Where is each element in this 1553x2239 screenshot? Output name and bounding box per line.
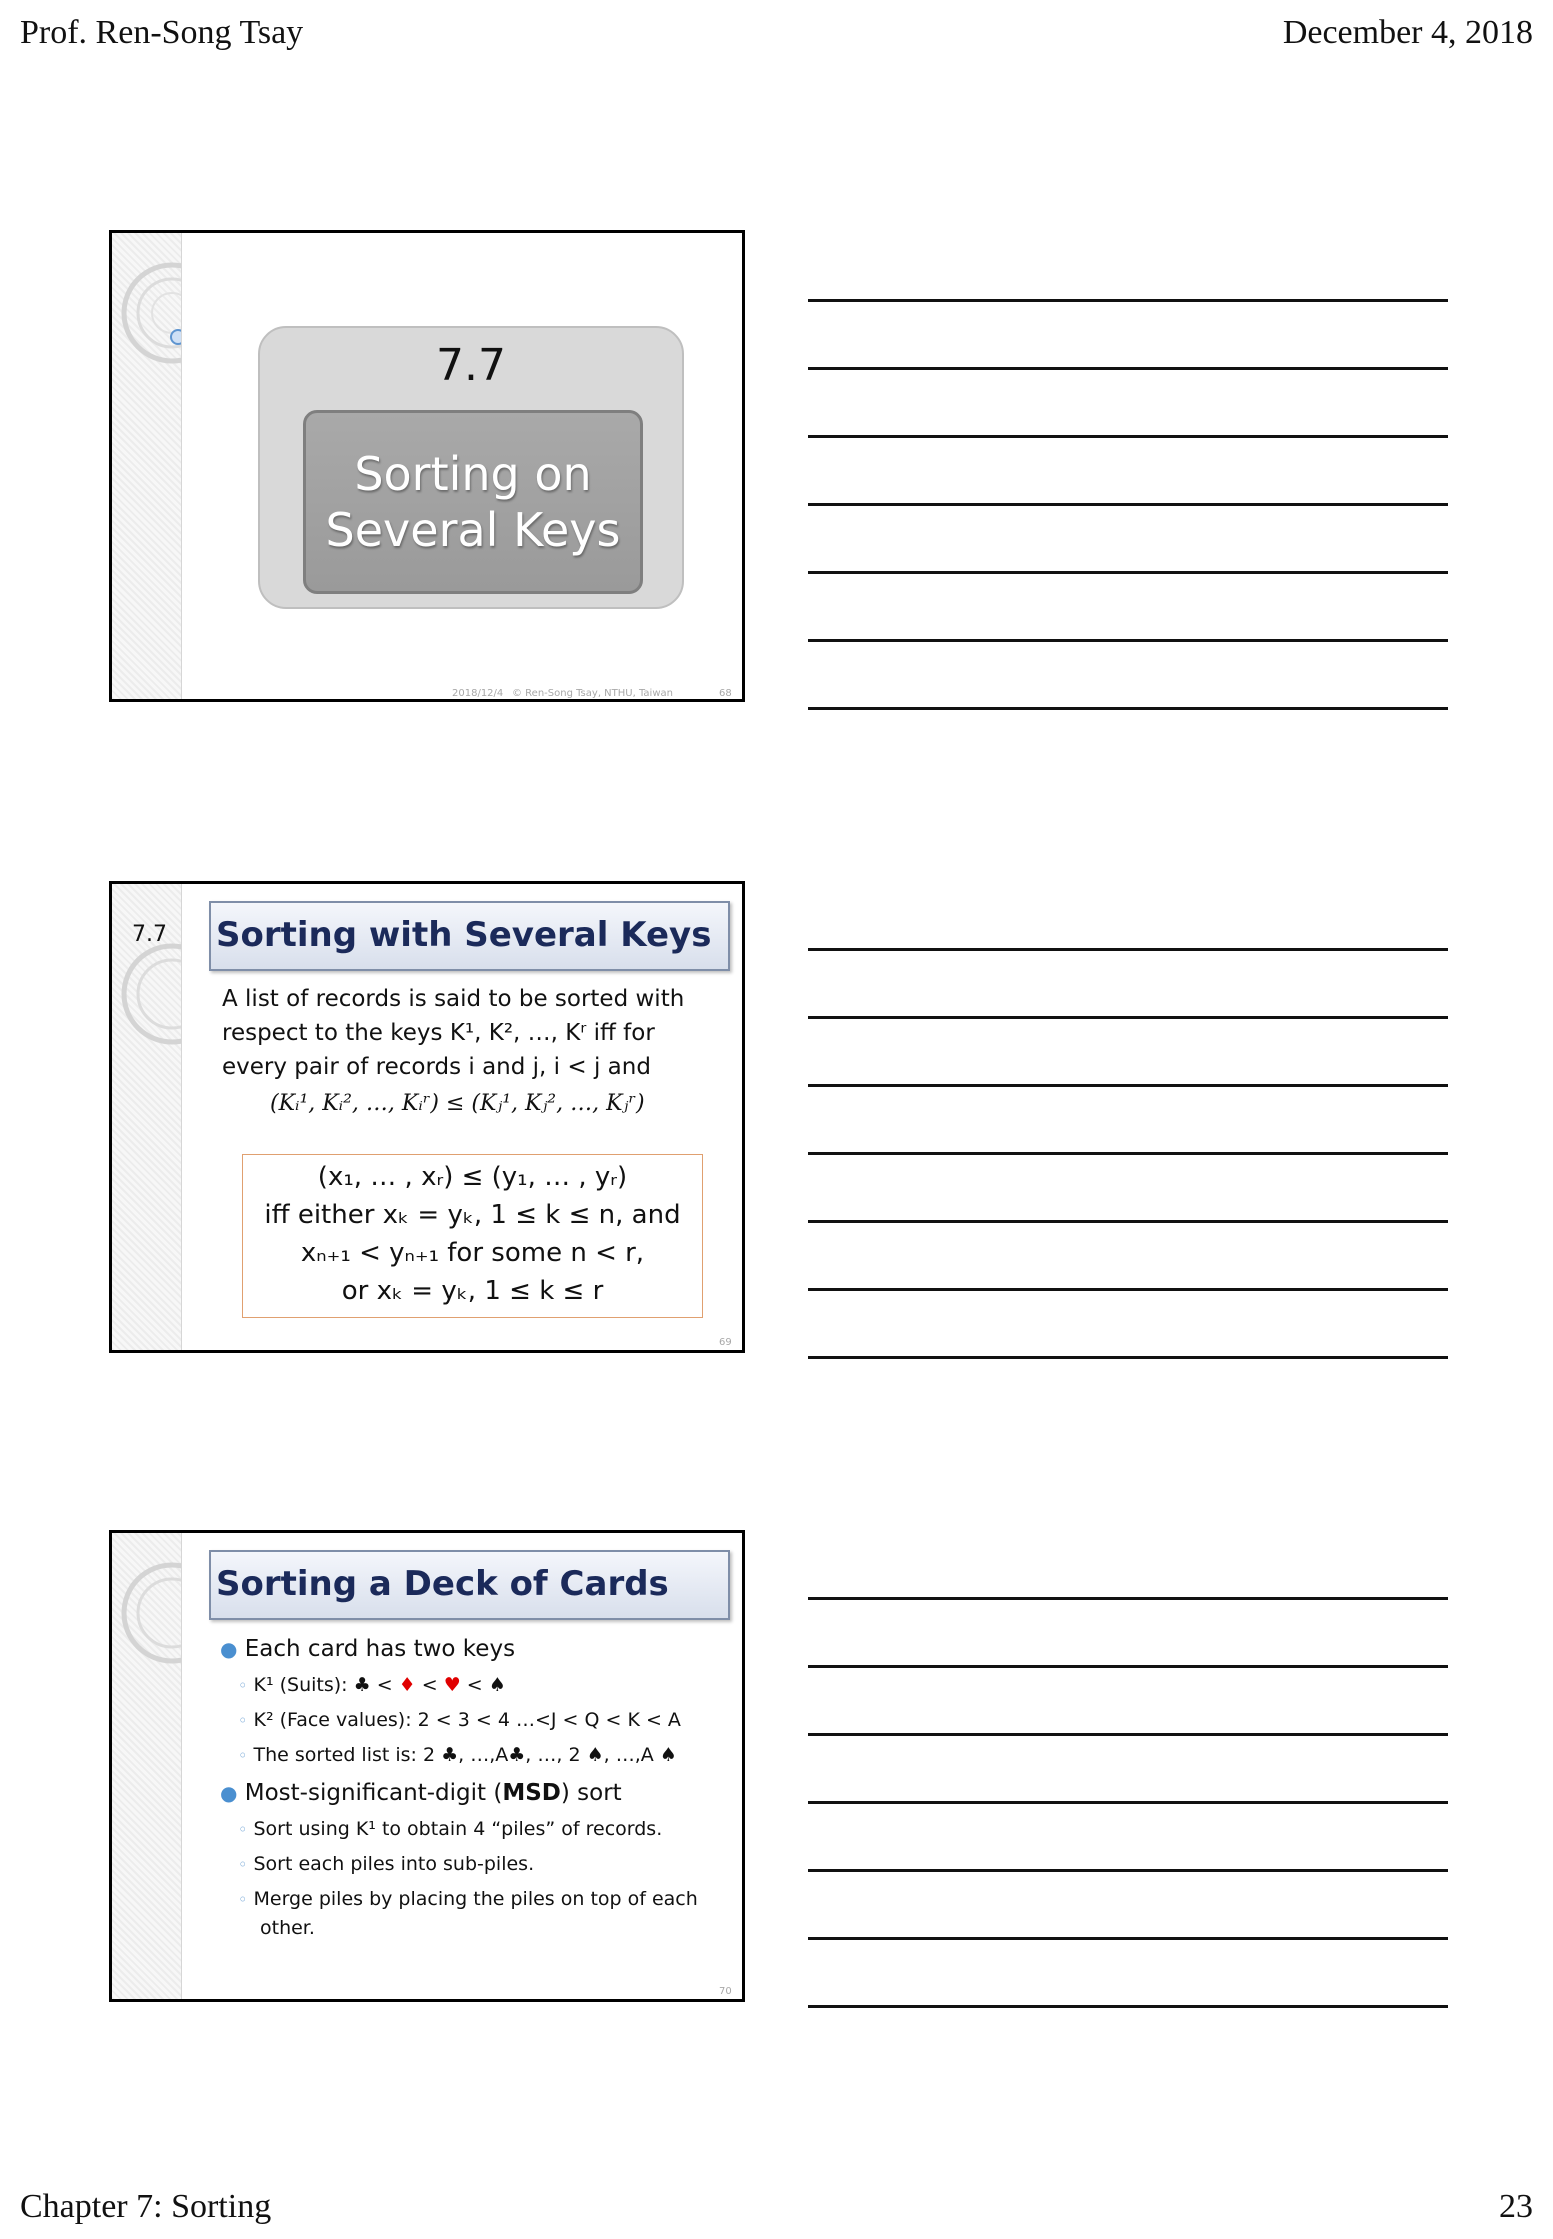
bullet-item: ● Each card has two keys bbox=[220, 1636, 516, 1662]
club-icon: ♣ bbox=[353, 1674, 371, 1696]
slide-title: Sorting a Deck of Cards bbox=[216, 1564, 669, 1604]
notes-line bbox=[808, 2005, 1448, 2008]
definition-line: every pair of records i and j, i < j and bbox=[222, 1054, 651, 1080]
slide-decoration-rail bbox=[112, 1533, 182, 1999]
section-title-box bbox=[303, 410, 643, 594]
notes-line bbox=[808, 1016, 1448, 1019]
slide-69 bbox=[109, 881, 745, 1353]
notes-line bbox=[808, 571, 1448, 574]
notes-line bbox=[808, 1220, 1448, 1223]
slide-footer-date: 2018/12/4 bbox=[452, 688, 504, 699]
sub-bullet-ring-icon: ◦ bbox=[238, 1746, 248, 1765]
box-line: or xₖ = yₖ, 1 ≤ k ≤ r bbox=[341, 1276, 604, 1306]
diamond-icon: ♦ bbox=[398, 1674, 416, 1696]
box-line: iff either xₖ = yₖ, 1 ≤ k ≤ n, and bbox=[264, 1200, 681, 1230]
section-tag: 7.7 bbox=[132, 922, 167, 947]
slide-number: 70 bbox=[719, 1986, 732, 1997]
notes-line bbox=[808, 1288, 1448, 1291]
box-line: (x₁, … , xᵣ) ≤ (y₁, … , yᵣ) bbox=[317, 1162, 628, 1192]
notes-line bbox=[808, 1801, 1448, 1804]
notes-line bbox=[808, 299, 1448, 302]
slide-number: 69 bbox=[719, 1337, 732, 1348]
bullet-item: ● Most-significant-digit (MSD) sort bbox=[220, 1780, 622, 1806]
sub-bullet-ring-icon: ◦ bbox=[238, 1711, 248, 1730]
bullet-dot-icon: ● bbox=[220, 1781, 238, 1805]
sub-bullet-continuation: other. bbox=[260, 1917, 315, 1939]
notes-line bbox=[808, 1665, 1448, 1668]
section-title-line2: Several Keys bbox=[325, 503, 621, 557]
section-number: 7.7 bbox=[436, 340, 506, 391]
notes-line bbox=[808, 1733, 1448, 1736]
definition-box bbox=[242, 1154, 703, 1318]
notes-line bbox=[808, 1869, 1448, 1872]
slide-title: Sorting with Several Keys bbox=[216, 915, 712, 955]
definition-line: respect to the keys K¹, K², …, Kʳ iff for bbox=[222, 1020, 655, 1046]
slide-70 bbox=[109, 1530, 745, 2002]
slide-68 bbox=[109, 230, 745, 702]
sub-bullet-item: ◦ Sort using K¹ to obtain 4 “piles” of records. bbox=[238, 1818, 663, 1840]
author-name: Prof. Ren-Song Tsay bbox=[20, 14, 304, 51]
slide-title-bar bbox=[209, 1550, 730, 1620]
section-card bbox=[258, 326, 684, 609]
section-title-line1: Sorting on bbox=[354, 447, 592, 501]
document-date: December 4, 2018 bbox=[1282, 14, 1533, 51]
swirl-decoration-icon bbox=[112, 884, 181, 1353]
notes-line bbox=[808, 1084, 1448, 1087]
notes-line bbox=[808, 639, 1448, 642]
sub-bullet-item: ◦ Sort each piles into sub-piles. bbox=[238, 1853, 535, 1875]
heart-icon: ♥ bbox=[443, 1674, 461, 1696]
spade-icon: ♠ bbox=[488, 1674, 506, 1696]
sub-bullet-ring-icon: ◦ bbox=[238, 1855, 248, 1874]
sub-bullet-ring-icon: ◦ bbox=[238, 1676, 248, 1695]
page-number: 23 bbox=[1499, 2188, 1533, 2225]
definition-line: A list of records is said to be sorted with bbox=[222, 986, 685, 1012]
slide-title-bar bbox=[209, 901, 730, 971]
swirl-decoration-icon bbox=[112, 233, 181, 702]
slide-decoration-rail bbox=[112, 233, 182, 699]
notes-line bbox=[808, 948, 1448, 951]
notes-line bbox=[808, 435, 1448, 438]
notes-line bbox=[808, 1597, 1448, 1600]
notes-line bbox=[808, 1937, 1448, 1940]
sub-bullet-item: ◦ The sorted list is: 2 ♣, …,A♣, …, 2 ♠, …,A ♠ bbox=[238, 1744, 677, 1766]
sub-bullet-ring-icon: ◦ bbox=[238, 1820, 248, 1839]
bullet-dot-icon: ● bbox=[220, 1637, 238, 1661]
notes-line bbox=[808, 367, 1448, 370]
notes-line bbox=[808, 707, 1448, 710]
notes-line bbox=[808, 1356, 1448, 1359]
slide-decoration-rail bbox=[112, 884, 182, 1350]
notes-line bbox=[808, 503, 1448, 506]
box-line: xₙ₊₁ < yₙ₊₁ for some n < r, bbox=[300, 1238, 645, 1268]
sub-bullet-ring-icon: ◦ bbox=[238, 1890, 248, 1909]
sub-bullet-item: ◦ K² (Face values): 2 < 3 < 4 …<J < Q < K < A bbox=[238, 1709, 681, 1731]
sub-bullet-item: ◦ K¹ (Suits): ♣ < ♦ < ♥ < ♠ bbox=[238, 1674, 506, 1696]
chapter-title: Chapter 7: Sorting bbox=[20, 2188, 272, 2225]
notes-line bbox=[808, 1152, 1448, 1155]
sub-bullet-item: ◦ Merge piles by placing the piles on top of each bbox=[238, 1888, 698, 1910]
slide-number: 68 bbox=[719, 688, 732, 699]
definition-formula: (Kᵢ¹, Kᵢ², …, Kᵢʳ) ≤ (Kⱼ¹, Kⱼ², …, Kⱼʳ) bbox=[270, 1091, 645, 1116]
slide-footer-copyright: © Ren-Song Tsay, NTHU, Taiwan bbox=[512, 688, 673, 699]
swirl-decoration-icon bbox=[112, 1533, 181, 2002]
